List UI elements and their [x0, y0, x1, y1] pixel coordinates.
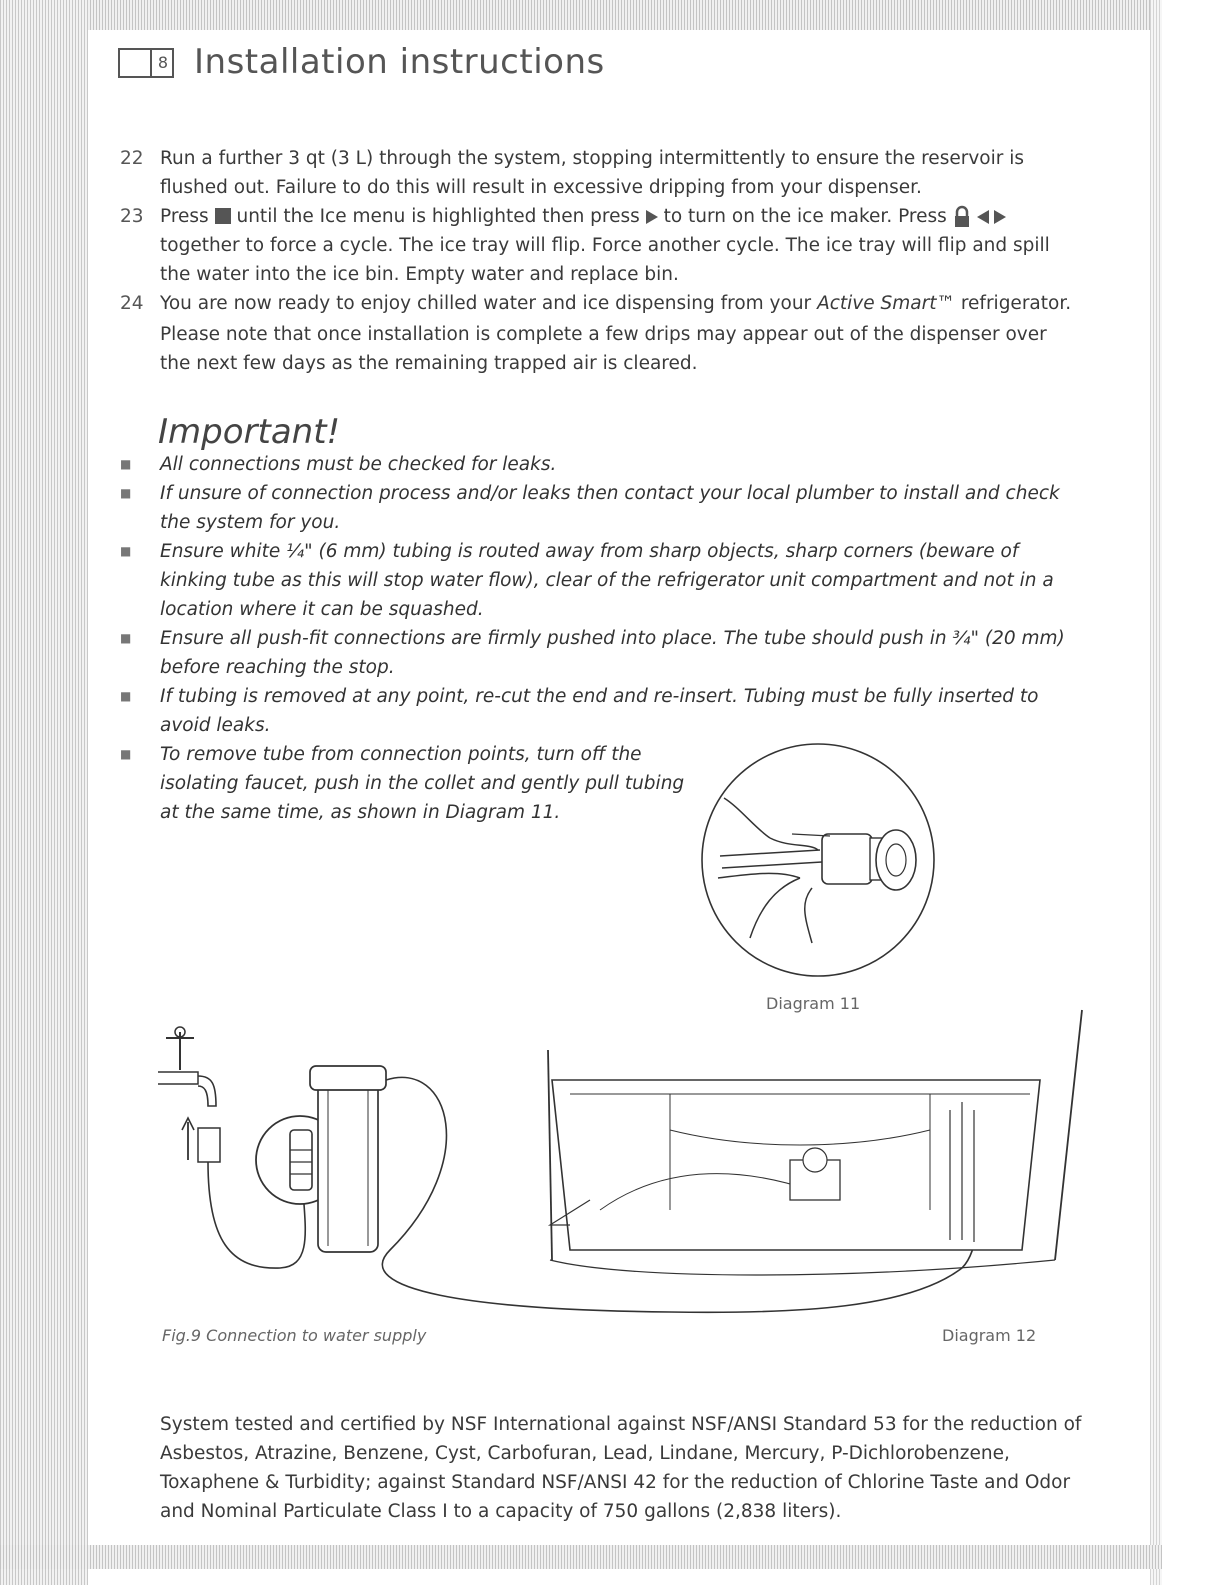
page-title: Installation instructions [194, 42, 605, 82]
step-text: Run a further 3 qt (3 L) through the system, stopping intermittently to ensure the reservoir is flushed out. Failure to do this will result in excessive dripping from your dispenser. [160, 148, 1024, 198]
page-number-box [118, 48, 174, 78]
scan-border-top [0, 0, 1162, 30]
list-item: ■ To remove tube from connection points, turn off the isolating faucet, push in the collet and gently pull tubing at the same time, as shown in Diagram 11. [120, 744, 685, 823]
list-item: ■ If tubing is removed at any point, re-cut the end and re-insert. Tubing must be fully inserted to avoid leaks. [120, 686, 1039, 736]
faucet-icon [158, 1027, 216, 1106]
scan-border-bottom [0, 1545, 1162, 1569]
installation-note: Please note that once installation is complete a few drips may appear out of the dispenser over the next few days as the remaining trapped air is cleared. [160, 324, 1047, 374]
scan-border-right [1150, 0, 1162, 1585]
list-item: ■ All connections must be checked for leaks. [120, 454, 557, 475]
certification-statement: System tested and certified by NSF International against NSF/ANSI Standard 53 for the reduction of Asbestos, Atrazine, Benzene, Cyst, Carbofuran, Lead, Lindane, Mercury, P-Dichlorobenzene, Toxaphene & Turbidity; against Standard NSF/ANSI 42 for the reduction of Chlorine Taste and Odor and Nominal Particulate Class I to a capacity of 750 gallons (2,838 liters). [160, 1414, 1082, 1522]
lock-icon [953, 206, 971, 228]
scan-border-left [0, 0, 88, 1585]
step-number: 22 [120, 148, 144, 169]
play-left-icon [977, 210, 989, 224]
step-number: 24 [120, 293, 144, 314]
list-item: ■ Ensure white ¼" (6 mm) tubing is routed away from sharp objects, sharp corners (beware of kinking tube as this will stop water flow), clear of the refrigerator unit compartment and not in a location where it can be squashed. [120, 541, 1054, 620]
step-text: You are now ready to enjoy chilled water and ice dispensing from your Active Smart™ refrigerator. [160, 293, 1072, 314]
diagram-12-caption: Diagram 12 [942, 1326, 1037, 1345]
fig-9-caption: Fig.9 Connection to water supply [162, 1326, 427, 1345]
list-item: ■ If unsure of connection process and/or leaks then contact your local plumber to install and check the system for you. [120, 483, 1060, 533]
play-right-icon [994, 210, 1006, 224]
important-list [120, 450, 1090, 827]
page-number: 8 [157, 53, 168, 72]
play-right-icon [646, 210, 658, 224]
step-number: 23 [120, 206, 144, 227]
list-item: ■ Ensure all push-fit connections are firmly pushed into place. The tube should push in ¾" (20 mm) before reaching the stop. [120, 628, 1065, 678]
diagram-11-collet-removal-illustration [700, 738, 940, 988]
diagram-11-caption: Diagram 11 [766, 994, 861, 1013]
square-menu-icon [215, 208, 231, 224]
brand-name: Active Smart [817, 293, 937, 314]
diagram-12-water-supply-illustration [150, 1010, 1090, 1330]
step-text: Press until the Ice menu is highlighted then press to turn on the ice maker. Press together to force a cycle. The ice tray will flip. Force another cycle. The ice tray will flip and spill the water into the ice bin. Empty water and replace bin. [160, 206, 1050, 285]
important-heading: Important! [158, 412, 341, 452]
